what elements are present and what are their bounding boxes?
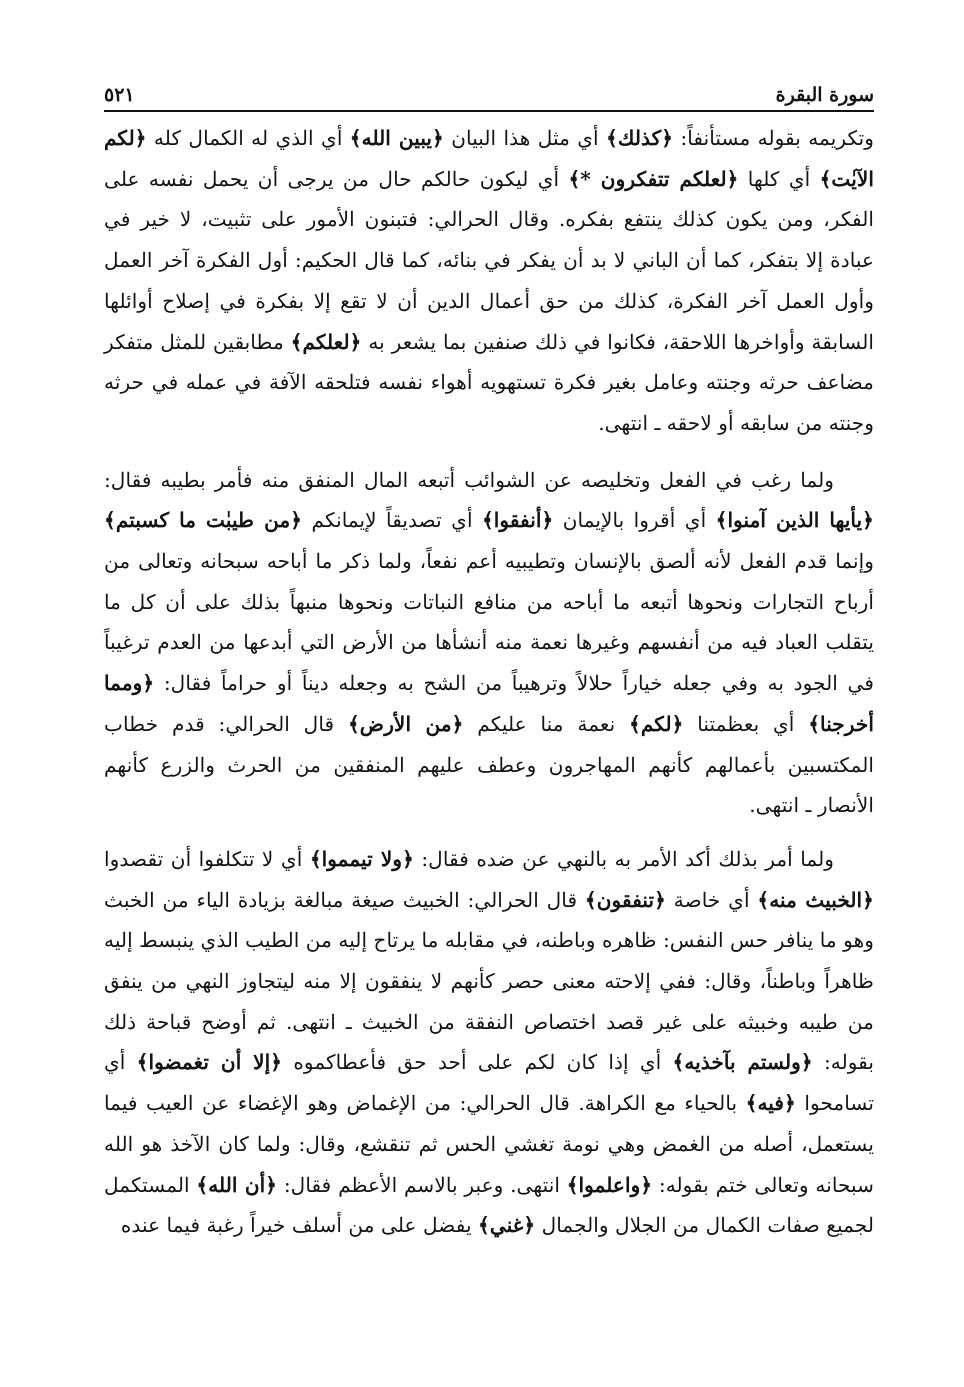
quran-quote: ﴿واعلموا﴾	[566, 1172, 653, 1197]
page-number: ٥٢١	[104, 84, 135, 106]
quran-quote: ﴿كذلك﴾	[606, 126, 674, 150]
quran-quote: ﴿أنفقوا﴾	[481, 508, 554, 533]
quran-quote: ﴿إلا أن تغمضوا﴾	[136, 1050, 283, 1075]
quran-quote: ﴿ولا تيمموا﴾	[309, 846, 414, 871]
text-segment: أي بعظمتنا	[683, 711, 809, 736]
quran-quote: ﴿ولستم بآخذيه﴾	[672, 1050, 813, 1075]
text-segment: انتهى. وعبر بالاسم الأعظم فقال:	[277, 1172, 567, 1197]
text-segment: قال الحرالي: قدم خطاب المكتسبين بأعمالهم كأنهم المهاجرون وعطف عليهم المنفقين من الحرث والزرع كأنهم الأنصار ـ انتهى.	[104, 711, 874, 818]
text-segment: قال الحرالي: الخبيث صيغة مبالغة بزيادة الياء من الخبث وهو ما ينافر حس النفس: ظاهره وباطنه، في مقابله ما يرتاح إليه من الطيب الذي ينبسط إليه ظاهراً وباطناً، وقال: ففي إلاحته معنى حصر كأنهم لا ينفقون إلا منه ليتجاوز النهي من ينفق من طيبه وخبيثه على غير قصد اختصاص النفقة من الخبيث ـ انتهى. ثم أوضح قباحة ذلك بقوله:	[104, 887, 875, 1075]
paragraph-1	[104, 118, 874, 444]
paragraph-3	[104, 839, 874, 1246]
text-segment: أي تسامحوا	[104, 1050, 874, 1116]
text-segment: ولما رغب في الفعل وتخليصه عن الشوائب أتبعه المال المنفق منه فأمر بطيبه فقال:	[104, 467, 834, 492]
quran-quote: ﴿غني﴾	[478, 1213, 536, 1238]
quran-quote: ﴿الخبيث منه﴾	[757, 887, 874, 912]
text-segment: وتكريمه بقوله مستأنفاً:	[673, 126, 874, 150]
quran-quote: ﴿ومما أخرجنا﴾	[104, 671, 874, 736]
text-segment: أي إذا كان لكم على أحد حق فأعطاكموه	[282, 1050, 673, 1075]
text-segment: مطابقين للمثل متفكر مضاعف حرثه وجنته وعامل بغير فكرة تستهويه أهواء نفسه فتلحقه الآفة في عمله في حرثه وجنته من سابقه أو لاحقه ـ انتهى.	[104, 329, 874, 435]
paragraph-2	[104, 460, 874, 826]
quran-quote: ﴿لكم﴾	[629, 711, 684, 736]
text-segment: وإنما قدم الفعل لأنه ألصق بالإنسان وتطيبيه أعم نفعاً، ولما ذكر ما أباحه سبحانه وتعالى من أرباح التجارات ونحوها أتبعه ما أباحه من منافع النباتات ونحوها منبهاً بذلك على أن كل ما يتقلب العباد فيه من أنفسهم وغيرها نعمة منه أنشأها من الأرض التي أبدعها من العدم ترغيباً في الجود به وفي جعله خياراً حلالاً وترهيباً من الشح به وجعله ديناً أو حراماً فقال:	[104, 549, 874, 696]
text-segment: أي ليكون حالكم حال من يرجى أن يحمل نفسه على الفكر، ومن يكون كذلك ينتفع بفكره. وقال الحرالي: فتبنون الأمور على تثبيت، لا خير في عبادة إلا بتفكر، كما أن الباني لا بد أن يفكر في بنائه، كما قال الحكيم: أول الفكرة آخر العمل وأول العمل آخر الفكرة، كذلك من حق أعمال الدين أن لا تقع إلا بفكرة في إصلاح أوائلها السابقة وأواخرها اللاحقة، فكانوا في ذلك صنفين بما يشعر به	[104, 166, 874, 354]
quran-quote: ﴿تنفقون﴾	[584, 887, 666, 912]
text-segment: أي لا تتكلفوا أن تقصدوا	[104, 846, 310, 871]
text-segment: يفضل على من أسلف خيراً رغبة فيما عنده	[120, 1213, 479, 1238]
text-segment: أي خاصة	[665, 887, 758, 912]
quran-quote: ﴿يبين الله﴾	[349, 126, 444, 150]
page-header	[104, 70, 874, 106]
text-segment: أي الذي له الكمال كله	[146, 126, 350, 150]
text-segment: نعمة منا عليكم	[463, 711, 630, 736]
text-segment: أي مثل هذا البيان	[443, 126, 607, 150]
text-segment: ولما أمر بذلك أكد الأمر به بالنهي عن ضده فقال:	[413, 846, 834, 871]
text-segment: أي تصديقاً لإيمانكم	[302, 508, 482, 533]
quran-quote: ﴿لعلكم﴾	[290, 329, 362, 354]
page-body	[104, 118, 874, 1246]
text-segment: أي كلها	[738, 166, 820, 191]
quran-quote: ﴿أن الله﴾	[196, 1172, 278, 1197]
quran-quote: ﴿فيه﴾	[745, 1091, 796, 1116]
quran-quote: ﴿من طيبٰت ما كسبتم﴾	[104, 508, 303, 533]
header-divider	[104, 110, 874, 112]
text-segment: المستكمل لجميع صفات الكمال من الجلال والجمال	[104, 1172, 874, 1238]
quran-quote: ﴿يأيها الذين آمنوا﴾	[715, 508, 875, 533]
quran-quote: ﴿من الأرض﴾	[347, 711, 464, 736]
quran-quote: ﴿لعلكم تتفكرون *﴾	[568, 166, 739, 191]
surah-title: سورة البقرة	[775, 84, 874, 106]
quran-quote: ﴿لكم الآيٰت﴾	[104, 126, 874, 191]
text-segment: بالحياء مع الكراهة. قال الحرالي: من الإغماض وهو الإغضاء عن العيب فيما يستعمل، أصله من الغمض وهي نومة تغشي الحس ثم تنقشع، وقال: ولما كان الآخذ هو الله سبحانه وتعالى ختم بقوله:	[104, 1091, 875, 1197]
text-segment: أي أقروا بالإيمان	[553, 508, 716, 533]
